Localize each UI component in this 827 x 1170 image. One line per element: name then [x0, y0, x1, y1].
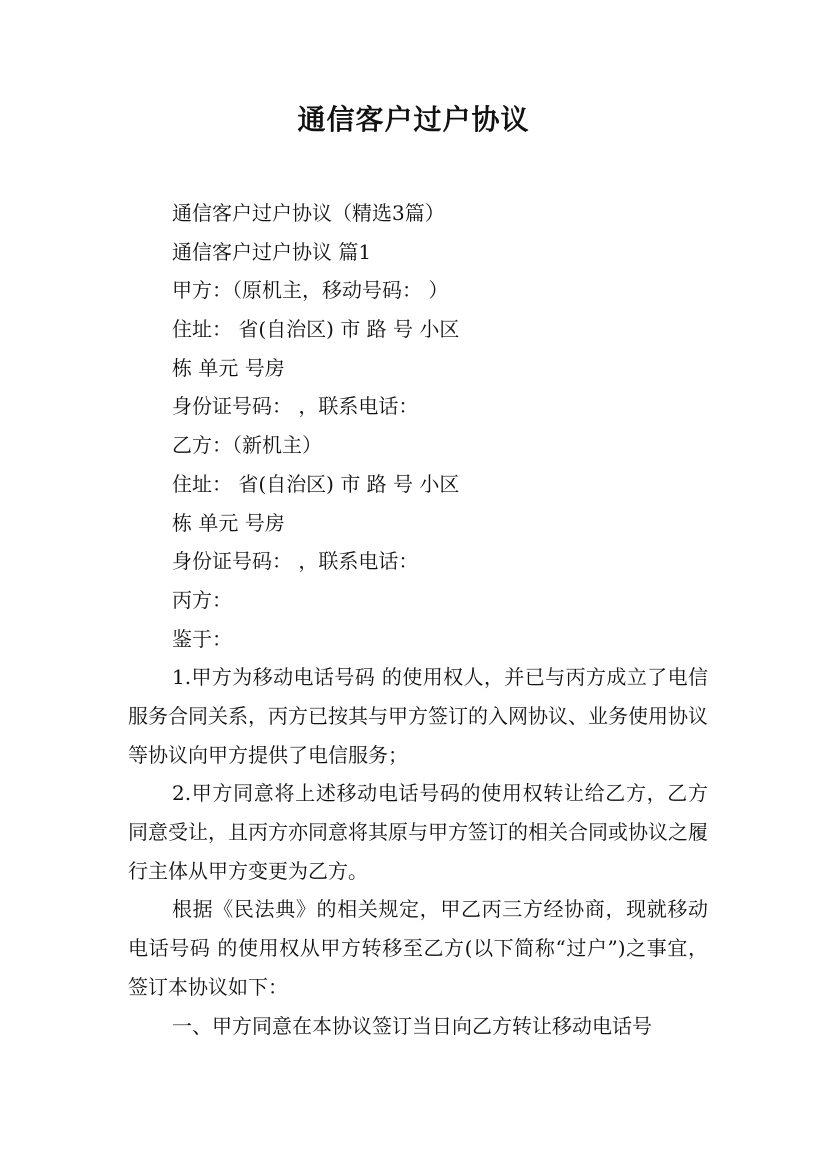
party-b-line: 乙方：（新机主） — [172, 433, 322, 458]
clause-paragraph: 根据《民法典》的相关规定，甲乙丙三方经协商，现就移动电话号码 的使用权从甲方转移至乙方(以下简称“过户”)之事宜，签订本协议如下： — [128, 897, 708, 999]
party-a-id-line: 身份证号码： ，联系电话： — [172, 394, 419, 419]
document-title: 通信客户过户协议 — [297, 103, 530, 136]
document-body — [128, 194, 708, 1045]
party-b-building-line: 栋 单元 号房 — [172, 510, 285, 535]
section-heading: 通信客户过户协议 篇1 — [172, 239, 372, 264]
clause-paragraph: 1.甲方为移动电话号码 的使用权人，并已与丙方成立了电信服务合同关系，丙方已按其与甲方签订的入网协议、业务使用协议等协议向甲方提供了电信服务； — [128, 665, 708, 767]
party-a-address-line: 住址： 省(自治区) 市 路 号 小区 — [172, 317, 460, 342]
subtitle-line: 通信客户过户协议（精选3篇） — [172, 201, 445, 225]
whereas-line: 鉴于： — [172, 626, 232, 651]
party-c-line: 丙方： — [172, 587, 232, 612]
party-a-building-line: 栋 单元 号房 — [172, 355, 285, 380]
party-b-address-line: 住址： 省(自治区) 市 路 号 小区 — [172, 471, 460, 496]
party-a-line: 甲方：（原机主，移动号码： ） — [172, 278, 449, 303]
clause-paragraph: 2.甲方同意将上述移动电话号码的使用权转让给乙方，乙方同意受让，且丙方亦同意将其原与甲方签订的相关合同或协议之履行主体从甲方变更为乙方。 — [128, 781, 708, 883]
party-b-id-line: 身份证号码： ，联系电话： — [172, 549, 419, 574]
clause-paragraph: 一、甲方同意在本协议签订当日向乙方转让移动电话号 — [172, 1013, 652, 1038]
